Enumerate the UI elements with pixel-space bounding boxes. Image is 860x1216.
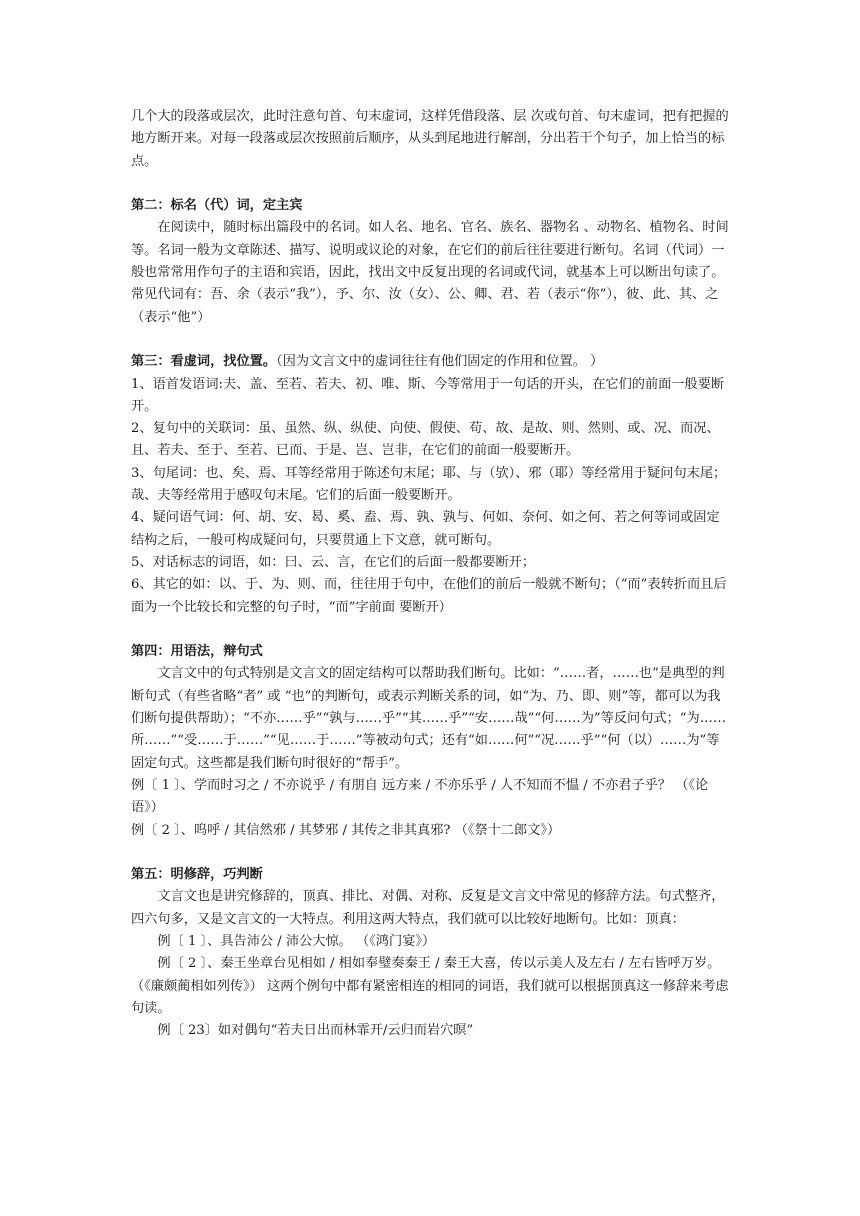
section-2-heading: 第二：标名（代）词，定主宾 <box>131 198 303 214</box>
spacer <box>131 842 731 864</box>
section-5-body: 文言文也是讲究修辞的，顶真、排比、对偶、对称、反复是文言文中常见的修辞方法。句式整齐，四六句多，又是文言文的一大特点。利用这两大特点，我们就可以比较好地断句。比如：顶真： <box>131 889 725 927</box>
section-2-body: 在阅读中，随时标出篇段中的名词。如人名、地名、官名、族名、器物名 、动物名、植物名、时间等。名词一般为文章陈述、描写、说明或议论的对象，在它们的前后往往要进行断句。名词（代词）一般也常常用作句子的主语和宾语，因此，找出文中反复出现的名词或代词，就基本上可以断出句读了。常见代词有：吾、余（表示“我”），予、尔、汝（女）、公、卿、君、若（表示“你”），彼、此、其、之（表示“他”） <box>131 220 729 325</box>
example-line: 例〔 23〕如对偶句“若夫日出而林霏开/云归而岩穴暝” <box>157 1023 474 1039</box>
example-line: 例〔 1 〕、具告沛公 / 沛公大惊。 （《鸿门宴》） <box>157 933 436 949</box>
section-3-heading-line <box>131 351 731 373</box>
spacer <box>131 173 731 195</box>
list-item: 3、句尾词：也、矣、焉、耳等经常用于陈述句末尾；耶、与（欤）、邪（耶）等经常用于疑问句末尾；哉、夫等经常用于感叹句末尾。它们的后面一般要断开。 <box>131 465 727 504</box>
list-item: 6、其它的如：以、于、为、则、而，往往用于句中，在他们的前后一般就不断句；（“而”表转折而且后面为一个比较长和完整的句子时，“而”字前面 要断开） <box>131 577 727 615</box>
section-4-body: 文言文中的句式特别是文言文的固定结构可以帮助我们断句。比如：“……者，……也”是典型的判断句式（有些省略“者” 或 “也”的判断句，或表示判断关系的词，如“为、乃、即、则”等，都可以为我们断句提供帮助）；“不亦……乎”“孰与……乎”“其……乎”“安……哉”“何……为”等反问句式；“为……所……”“受……于……”“见……于……”等被动句式；还有“如……何”“况……乎”“何（以）……为”等固定句式。这些都是我们断句时很好的“帮手”。 <box>131 666 727 771</box>
spacer <box>131 619 731 641</box>
list-item: 5、对话标志的词语，如：曰、云、言，在它们的后面一般都要断开； <box>131 554 536 570</box>
document-page <box>131 106 731 1042</box>
section-3-note: （因为文言文中的虚词往往有他们固定的作用和位置。 ） <box>276 354 604 370</box>
example-line: 例〔 1 〕、学而时习之 / 不亦说乎 / 有朋自 远方来 / 不亦乐乎 / 人不知而不愠 / 不亦君子乎？ （《论语》） <box>131 777 709 816</box>
example-line: 例〔 2 〕、秦王坐章台见相如 / 相如奉璧奏秦王 / 秦王大喜，传以示美人及左右 / 左右皆呼万岁。 （《廉颇蔺相如列传》） 这两个例句中都有紧密相连的相同的词语，我们就可以根据顶真这一修辞来考虑句读。 <box>131 956 729 1016</box>
example-line: 例〔 2 〕、呜呼 / 其信然邪 / 其梦邪 / 其传之非其真邪? （《祭十二郎文》） <box>131 822 561 838</box>
list-item: 1、语首发语词:夫、盖、至若、若夫、初、唯、斯、今等常用于一句话的开头，在它们的前面一般要断开。 <box>131 376 725 414</box>
spacer <box>131 329 731 351</box>
list-item: 2、复句中的关联词：虽、虽然、纵、纵使、向使、假使、苟、故、是故、则、然则、或、况、而况、且、若夫、至于、至若、已而、于是、岂、岂非，在它们的前面一般要断开。 <box>131 421 720 459</box>
list-item: 4、疑问语气词：何、胡、安、曷、奚、盍、焉、孰、孰与、何如、奈何、如之何、若之何等词或固定结构之后，一般可构成疑问句，只要贯通上下文意，就可断句。 <box>131 510 720 548</box>
section-4-heading: 第四：用语法，辩句式 <box>131 644 263 660</box>
intro-paragraph: 几个大的段落或层次，此时注意句首、句末虚词，这样凭借段落、层 次或句首、句末虚词，把有把握的地方断开来。对每一段落或层次按照前后顺序，从头到尾地进行解剖，分出若干个句子，加上恰当的标点。 <box>131 109 729 169</box>
section-3-heading: 第三：看虚词，找位置。 <box>131 354 277 370</box>
section-5-heading: 第五：明修辞，巧判断 <box>131 867 263 883</box>
